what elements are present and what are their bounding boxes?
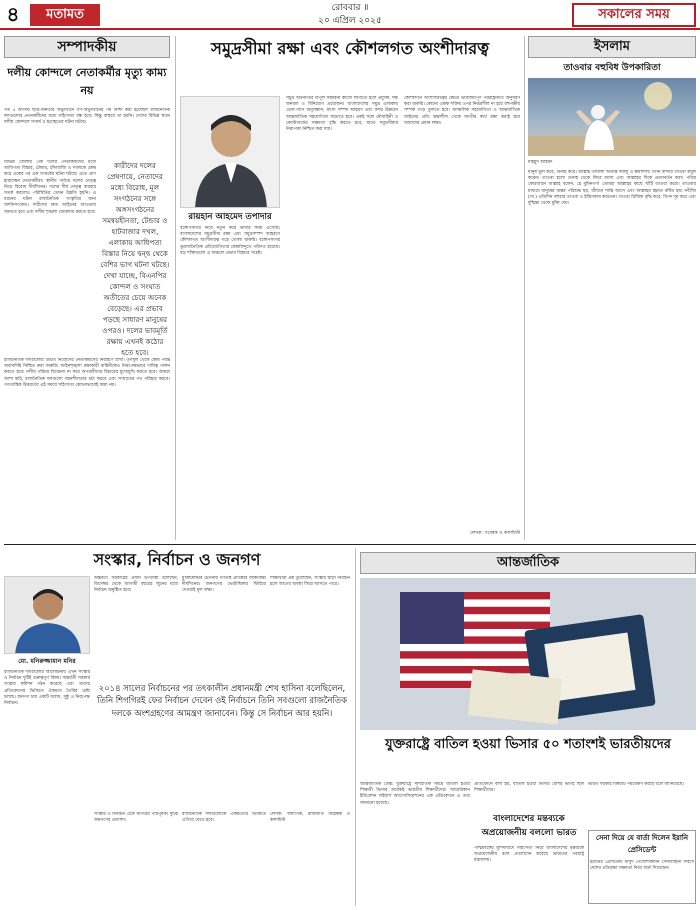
column-divider [355, 548, 356, 906]
india-statement-body: পশ্চিমবঙ্গের মুর্শিদাবাদে সহিংসতা নিয়ে বাংলাদেশের মন্তব্যকে অপ্রয়োজনীয় বলে প্রত্যাখ্যান করেছে ভারতের পররাষ্ট্র মন্ত্রণালয়। [474, 846, 584, 864]
editorial-headline: দলীয় কোন্দলে নেতাকর্মীর মৃত্যু কাম্য নয় [7, 66, 167, 97]
page-number: ৪ [6, 2, 20, 26]
international-headline: যুক্তরাষ্ট্রে বাতিল হওয়া ভিসার ৫০ শতাংশই ভারতীয়দের [385, 737, 671, 752]
feature-column-1: বঙ্গোপসাগর নিয়ে নতুন করে ভাবার সময় এসেছে। বাংলাদেশের সমুদ্রসীমা রক্ষা এবং সমুদ্রসম্পদ আহরণে কৌশলগত অংশীদারত্ব গড়ে তোলা জরুরি। বঙ্গোপসাগর ভূরাজনৈতিক প্রতিযোগিতার কেন্দ্রবিন্দুতে পরিণত হয়েছে। বড় শক্তিগুলো এ অঞ্চলে প্রভাব বিস্তারে সচেষ্ট। [180, 226, 280, 256]
editorial-body-left: বিভিন্ন জেলায় এক দলের নেতাকর্মীদের মধ্যে আধিপত্য বিস্তার, টেন্ডার, চাঁদাবাজি ও দখলকে কেন্দ্র করে একের পর এক সংঘর্ষের ঘটনা ঘটছে। এতে প্রাণ হারাচ্ছেন নেতাকর্মীরা। স্থানীয় পর্যায়ে দলের নেতৃত্ব নিয়ে বিরোধ দীর্ঘদিনের। দলের শীর্ষ নেতৃত্ব বারবার সতর্ক করলেও পরিস্থিতির তেমন উন্নতি হয়নি। এ ধরনের ঘটনা রাজনৈতিক সংস্কৃতির জন্য অশনিসংকেত। দায়ীদের দ্রুত আইনের আওতায় আনতে হবে এবং দলীয় শৃঙ্খলা জোরদার করতে হবে। [4, 160, 96, 215]
reform-title: সংস্কার, নির্বাচন ও জনগণ [93, 550, 261, 569]
columnist-photo [4, 576, 90, 654]
feature-byline: লেখক: গবেষক ও কলামিস্ট [470, 531, 520, 536]
author-photo [180, 96, 280, 208]
newspaper-logo: সকালের সময় [572, 3, 696, 27]
columnist-name: মো. মনিরুজ্জামান মনির [18, 658, 76, 665]
editorial-title: সম্পাদকীয় [4, 36, 170, 58]
day-label: রোববার ॥ [331, 3, 369, 13]
reform-column-d: শিক্ষার্থীরা প্রশ্ন তুলেছেন, সংস্কার ছাড়া নির্বাচন হলে আগের অবস্থা ফিরে আসতে পারে। [270, 576, 350, 588]
islam-section-title: ইসলাম [528, 36, 696, 58]
feature-column-2: সমুদ্র অর্থনীতির বিপুল সম্ভাবনা কাজে লাগাতে হলে প্রযুক্তি, দক্ষ জনবল ও বিনিয়োগ প্রয়োজন। বাংলাদেশের সমুদ্র এলাকায় তেল-গ্যাস অনুসন্ধান, মৎস্য সম্পদ আহরণ এবং বন্দর উন্নয়নে আন্তর্জাতিক সহযোগিতা বাড়াতে হবে। একই সঙ্গে নৌবাহিনী ও কোস্টগার্ডের সক্ষমতা বৃদ্ধি করতে হবে, যাতে সমুদ্রসীমার নিরাপত্তা নিশ্চিত করা যায়। [286, 96, 398, 133]
person-silhouette-icon [5, 577, 90, 654]
reform-column-e: সংস্কার ও নির্বাচন একে অপরের পরিপূরক। দুটিই জনগণের প্রত্যাশা। [94, 812, 178, 824]
editorial-body-intro: গত ৫ আগস্ট ছাত্র-জনতার অভ্যুত্থানে গণ-অভ্যুত্থানের পর আশা করা হয়েছিল রাজনৈতিক দলগুলোর নেতাকর্মীদের মধ্যে সহিংসতা বন্ধ হবে। কিন্তু বাস্তবে তা হয়নি। দেশের বিভিন্ন স্থানে দলীয় কোন্দলে সংঘর্ষ ও হতাহতের ঘটনা ঘটছে। [4, 108, 170, 126]
international-column-a: আন্তর্জাতিক ডেস্ক: যুক্তরাষ্ট্রে সাম্প্রতিক সময়ে বাতিল হওয়া শিক্ষার্থী ভিসার অর্ধেকই ভারতীয় শিক্ষার্থীদের। আমেরিকান ইমিগ্রেশন লইয়ার্স অ্যাসোসিয়েশনের এক প্রতিবেদনে এ তথ্য জানানো হয়েছে। [360, 782, 470, 806]
reform-pullquote: ২০১৪ সালের নির্বাচনের পর তৎকালীন প্রধানমন্ত্রী শেখ হাসিনা বলেছিলেন, তিনি শিগগিরই ফের নির্বাচন দেবেন ওই নির্বাচনে তিনি সবগুলো রাজনৈতিক দলকে অংশগ্রহণের আমন্ত্রণ জানাবেন। কিন্তু সে নির্বাচন আর হয়নি। [97, 683, 347, 718]
visa-photo [360, 578, 696, 730]
reform-column-c: মুক্তিযোদ্ধার চেতনায় গণতন্ত্র প্রতিষ্ঠার আকাঙ্ক্ষা দীর্ঘদিনের। জনগণের ভোটাধিকার ফিরিয়ে দেওয়াই মূল লক্ষ্য। [182, 576, 266, 594]
islam-caption: মাহমুদ আহমদ [528, 160, 553, 165]
reform-column-f: রাজনৈতিক দলগুলোকে ঐকমত্যের ভিত্তিতে এগিয়ে যেতে হবে। [182, 812, 266, 824]
date-label: ২০ এপ্রিল ২০২৫ [318, 16, 382, 26]
editorial-body-bottom: রাজনৈতিক দলগুলোর উচিত নিজেদের নেতাকর্মীদের নিয়ন্ত্রণে রাখা। তৃণমূল থেকে কেন্দ্র পর্যন্ত জবাবদিহি নিশ্চিত করা জরুরি। আইনশৃঙ্খলা রক্ষাকারী বাহিনীকেও নিরপেক্ষভাবে দায়িত্ব পালন করতে হবে। দলীয় পরিচয় বিবেচনা না করে অপরাধীদের বিচারের মুখোমুখি করতে হবে। আমরা আশা করি, রাজনৈতিক দলগুলো সহনশীলতার চর্চা করবে এবং সংঘাতের পথ পরিহার করবে। গণতান্ত্রিক উত্তরণের এই সময়ে সহিংসতা কোনোভাবেই কাম্য নয়। [4, 358, 170, 388]
prayer-photo [528, 78, 696, 156]
us-flag-passport-icon [360, 578, 696, 730]
reform-column-b: অন্তর্বর্তী সরকারের প্রধান উপদেষ্টা বলেছেন, ডিসেম্বর থেকে আগামী বছরের জুনের মধ্যে নির্বাচন অনুষ্ঠিত হবে। [94, 576, 178, 594]
islam-body: মানুষ ভুল করে, গুনাহ করে। আল্লাহ তায়ালা অত্যন্ত দয়ালু ও ক্ষমাশীল। তিনি বান্দার তাওবা কবুল করেন। তাওবা হলো গুনাহ থেকে ফিরে আসা এবং আল্লাহর দিকে প্রত্যাবর্তন করা। পবিত্র কোরআনে আল্লাহ বলেন, হে মুমিনগণ! তোমরা আল্লাহর কাছে খাঁটি তাওবা করো। তাওবার মাধ্যমে মানুষের অন্তর পরিশুদ্ধ হয়, জীবনে শান্তি আসে এবং আল্লাহর রহমত বর্ষিত হয়। নবীজি (সা.) প্রতিদিন বহুবার তাওবা ও ইস্তিগফার করতেন। তাওবা রিজিক বৃদ্ধি করে, বিপদ দূর করে এবং দুশ্চিন্তা থেকে মুক্তি দেয়। [528, 170, 696, 207]
iran-body: ইরানের প্রেসিডেন্ট মাসুদ পেজেশকিয়ান সেনাবাহিনী দিবসে দেশের প্রতিরক্ষা সক্ষমতা নিয়ে বার্তা দিয়েছেন। [590, 860, 694, 872]
international-column-b: প্রতিবেদনে বলা হয়, বাতিল হওয়া ভিসার বেশির ভাগই ছিল শিক্ষার্থীদের। [474, 782, 584, 794]
iran-headline: সেনা দিয়ে যে বার্তা দিলেন ইরানি প্রেসিডেন্ট [595, 834, 689, 854]
feature-column-3: কৌশলগত অংশীদারত্বের ক্ষেত্রে ভারসাম্যপূর্ণ পররাষ্ট্রনীতি অনুসরণ করা জরুরি। কোনো একক শক্তির ওপর নির্ভরশীল না হয়ে বহুপক্ষীয় সম্পর্ক গড়ে তুলতে হবে। আঞ্চলিক সহযোগিতা ও আন্তর্জাতিক আইনের প্রতি শ্রদ্ধাশীল থেকে জাতীয় স্বার্থ রক্ষা করাই হবে আমাদের প্রধান লক্ষ্য। [404, 96, 520, 126]
editorial-pullquote: কারীদের দলের প্রেষণায়ে, নেতাদের মধ্যে বিরোধ, মূল সংগঠনের সঙ্গে অঙ্গসংগঠনের সমন্বয়হীনতা, টেন্ডার ও হাটবাজার দখল, এলাকায় আধিপত্য বিস্তার নিয়ে দ্বন্দ্ব থেকে বেশির ভাগ ঘটনা ঘটছে। দেখা যাচ্ছে, বিএনপির কোন্দল ও সংঘাত অতীতের চেয়ে অনেক বেড়েছে। এর প্রভাব পড়ছে সাধারণ মানুষের ওপরও। দলের ভাবমূর্তি রক্ষায় এখনই কঠোর হতে হবে। [100, 161, 170, 357]
section-label: মতামত [30, 4, 100, 26]
international-column-c: ভারত সরকার বিষয়টি পর্যবেক্ষণ করছে বলে জানিয়েছে। [588, 782, 684, 787]
person-silhouette-icon [181, 97, 280, 208]
section-divider [4, 544, 696, 545]
praying-person-icon [528, 78, 696, 156]
author-name: রায়হান আহমেদ তপাদার [188, 212, 272, 222]
india-statement-headline: বাংলাদেশের মন্তব্যকে অপ্রয়োজনীয় বললো ভারত [481, 814, 577, 838]
islam-headline: তাওবার বহুবিধ উপকারিতা [563, 63, 661, 73]
column-divider [175, 36, 176, 540]
international-section-title: আন্তর্জাতিক [360, 552, 696, 574]
date-block [290, 2, 410, 28]
reform-column-a: রাজনৈতিক দলগুলোর আলোচনায় এখন সংস্কার ও নির্বাচন দুটিই গুরুত্বপূর্ণ বিষয়। অন্তর্বর্তী সরকার সংস্কার কমিশন গঠন করেছে এবং তাদের প্রতিবেদনের ভিত্তিতে ঐকমত্য তৈরির চেষ্টা চলছে। জনগণ চায় একটি অবাধ, সুষ্ঠু ও নিরপেক্ষ নির্বাচন। [4, 670, 90, 707]
reform-column-g: লেখক: অধ্যাপক, রাজনীতি বিশ্লেষক ও কলামিস্ট [270, 812, 350, 824]
column-divider [524, 36, 525, 540]
feature-title: সমুদ্রসীমা রক্ষা এবং কৌশলগত অংশীদারত্ব [211, 39, 489, 58]
